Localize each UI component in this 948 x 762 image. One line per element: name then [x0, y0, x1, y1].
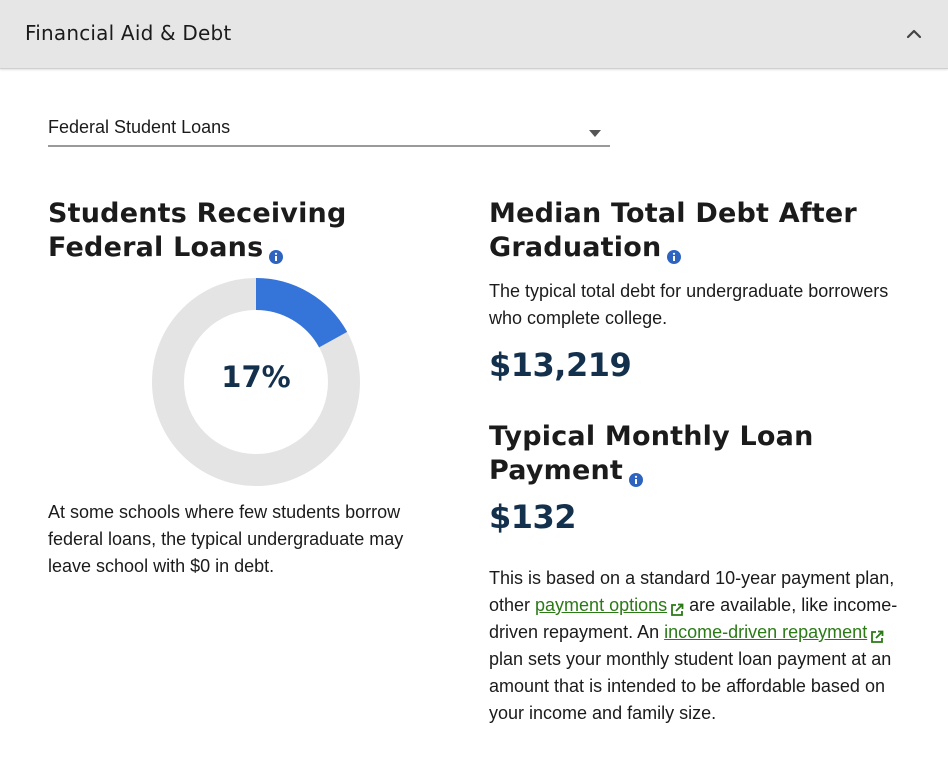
payment-plan-note: [489, 565, 909, 727]
payment-note-text-3: plan sets your monthly student loan payment at an amount that is intended to be affordable based on your income and family size.: [489, 649, 892, 723]
median-debt-title: Median Total Debt After Graduation: [489, 198, 857, 263]
median-debt-heading: [489, 197, 909, 265]
students-receiving-title: Students Receiving Federal Loans: [48, 198, 347, 263]
median-debt-description: The typical total debt for undergraduate borrowers who complete college.: [489, 281, 889, 328]
donut-percent-label: 17%: [221, 360, 291, 394]
info-icon[interactable]: [269, 239, 283, 253]
payment-options-link[interactable]: payment options: [535, 595, 668, 615]
chevron-up-icon[interactable]: [902, 22, 926, 46]
loan-type-select-value: Federal Student Loans: [48, 117, 231, 137]
donut-percent-arc: [256, 294, 333, 340]
accordion-title: Financial Aid & Debt: [25, 21, 232, 45]
monthly-payment-value: $132: [489, 498, 577, 536]
info-icon[interactable]: [667, 239, 681, 253]
caret-down-icon: [588, 123, 602, 133]
students-receiving-heading: [48, 197, 458, 265]
external-link-icon[interactable]: [870, 625, 884, 639]
payment-note-text-1: This is based on a standard 10-year payment plan, other: [489, 568, 895, 615]
students-receiving-note: At some schools where few students borrow federal loans, the typical undergraduate may leave school with $0 in debt.: [48, 502, 404, 576]
monthly-payment-heading: [489, 420, 849, 488]
income-driven-repayment-link[interactable]: income-driven repayment: [664, 622, 868, 642]
info-icon[interactable]: [629, 462, 643, 476]
payment-note-text-2: are available, like income-driven repayment. An: [489, 595, 898, 642]
loan-type-select[interactable]: [48, 110, 610, 147]
monthly-payment-title: Typical Monthly Loan Payment: [489, 421, 814, 486]
external-link-icon[interactable]: [670, 598, 684, 612]
accordion-header[interactable]: [0, 0, 948, 69]
median-debt-value: $13,219: [489, 346, 632, 384]
